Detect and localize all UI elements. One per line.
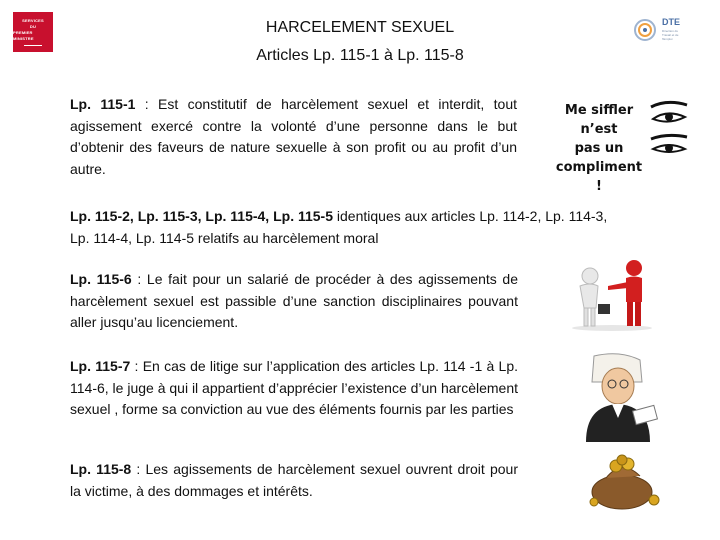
- slogan-text: [553, 101, 645, 196]
- article-115-6: [70, 269, 518, 334]
- logo-line-2: DU: [29, 24, 37, 29]
- slogan-line-1: Me siffler n’est: [564, 103, 634, 137]
- article-separator: :: [131, 461, 146, 477]
- logo-divider: [24, 45, 42, 46]
- article-ref: Lp. 115-1: [70, 96, 136, 112]
- article-text: En cas de litige sur l’application des articles Lp. 114 -1 à Lp. 114-6, le juge à qui il appartient d’apprécier l’existence d’un harcèlement sexuel , forme sa conviction au vue des éléments fournis par les parties: [70, 358, 519, 417]
- page-subtitle: Articles Lp. 115-1 à Lp. 115-8: [256, 47, 464, 64]
- article-separator: :: [130, 358, 143, 374]
- article-text: Le fait pour un salarié de procéder à des agissements de harcèlement sexuel est passible d’une sanction disciplinaires pouvant aller jusqu’au licenciement.: [70, 271, 518, 330]
- slogan-line-2: pas un: [574, 141, 624, 156]
- article-115-8: [70, 459, 518, 502]
- article-separator: :: [135, 96, 159, 112]
- article-ref: Lp. 115-6: [70, 271, 132, 287]
- slogan-line-3: compliment !: [555, 160, 643, 194]
- article-text: Est constitutif de harcèlement sexuel et interdit, tout agissement exercé contre la volonté d’une personne dans le but d’obtenir des faveurs de nature sexuelle à son profit ou au profit d’un autre.: [70, 96, 518, 177]
- logo-line-3: PREMIER MINISTRE: [13, 30, 34, 41]
- logo-line-1: SERVICES: [22, 18, 44, 23]
- dte-logo-label: DTE: [662, 17, 680, 27]
- article-text: Les agissements de harcèlement sexuel ouvrent droit pour la victime, à des dommages et intérêts.: [70, 461, 518, 499]
- money-bag-icon: [582, 452, 664, 512]
- article-separator: :: [131, 271, 147, 287]
- article-115-2-5: [70, 206, 626, 249]
- dte-logo-subtitle: Direction du Travail et de l'Emploi: [662, 29, 679, 41]
- article-115-1: [70, 94, 517, 180]
- judge-reading-icon: [576, 352, 662, 442]
- eyes-icon: [647, 97, 693, 161]
- slogan-illustration: [553, 97, 693, 194]
- accusing-figures-icon: [568, 256, 656, 332]
- article-ref: Lp. 115-7: [70, 358, 131, 374]
- article-ref: Lp. 115-8: [70, 461, 132, 477]
- page-title: HARCELEMENT SEXUEL: [265, 19, 455, 36]
- article-text: identiques aux articles Lp. 114-2, Lp. 114-3, Lp. 114-4, Lp. 114-5 relatifs au harcèlement moral: [70, 208, 608, 246]
- article-ref: Lp. 115-2, Lp. 115-3, Lp. 115-4, Lp. 115-5: [70, 208, 334, 224]
- article-115-7: [70, 356, 518, 421]
